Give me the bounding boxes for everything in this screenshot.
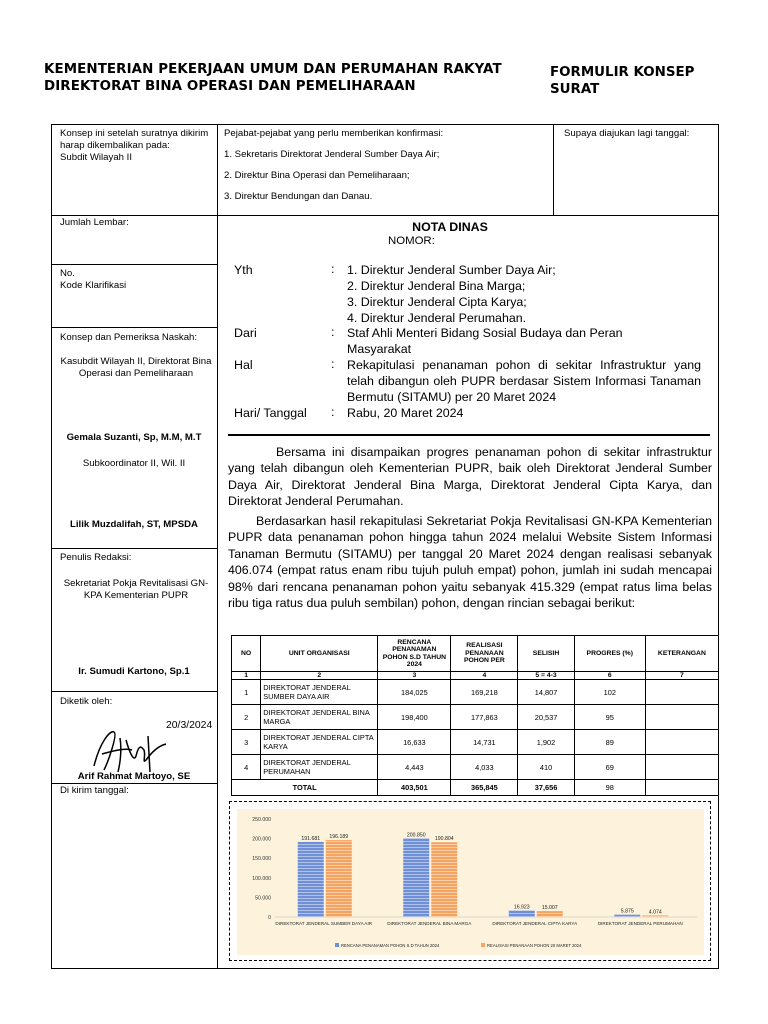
tanggal-value: Rabu, 20 Maret 2024	[347, 406, 464, 420]
sidebar-divider-2	[51, 327, 217, 328]
form-title-line-2: SURAT	[550, 82, 600, 97]
cell-realisasi: 4,033	[451, 755, 518, 780]
bar	[431, 842, 457, 917]
cell-unit: DIREKTORAT JENDERAL SUMBER DAYA AIR	[261, 680, 378, 705]
table-index-row	[232, 672, 719, 680]
table-row	[232, 705, 719, 730]
bar	[642, 915, 668, 917]
legend-swatch	[335, 943, 339, 947]
cell-no: 2	[232, 705, 261, 730]
cell-progres: 69	[574, 755, 645, 780]
y-tick-label: 100.000	[252, 875, 271, 882]
dari-value: Staf Ahli Menteri Bidang Sosial Budaya dan Peran Masyarakat	[347, 326, 623, 356]
cell-keterangan	[645, 705, 718, 730]
cell-realisasi: 14,731	[451, 730, 518, 755]
index-cell: 5 = 4-3	[518, 672, 574, 680]
legend-label: REALISASI PENANAAN POHON 20 MARET 2024	[487, 943, 582, 948]
cell-progres: 95	[574, 705, 645, 730]
top-right-divider	[553, 124, 554, 215]
top-row-divider	[51, 215, 719, 216]
ministry-line-2: DIREKTORAT BINA OPERASI DAN PEMELIHARAAN	[44, 79, 416, 94]
data-label: 190.804	[434, 836, 454, 843]
ministry-line-1: KEMENTERIAN PEKERJAAN UMUM DAN PERUMAHAN RAKYAT	[44, 62, 502, 77]
cell-unit: DIREKTORAT JENDERAL PERUMAHAN	[261, 755, 378, 780]
recap-table	[231, 635, 719, 796]
th-no: NO	[232, 636, 261, 672]
hal-colon: :	[331, 357, 335, 371]
dari-label: Dari	[234, 326, 257, 340]
data-label: 191.681	[301, 835, 321, 842]
index-cell: 4	[451, 672, 518, 680]
return-note-cell	[60, 128, 215, 164]
data-label: 200.850	[406, 832, 426, 839]
cell-progres: 102	[574, 680, 645, 705]
signer-role-2: Subkoordinator II, Wil. II	[82, 458, 186, 469]
x-tick-label: DIREKTORAT JENDERAL PERUMAHAN	[597, 921, 683, 926]
table-total-row	[232, 780, 719, 796]
form-title-line-1: FORMULIR KONSEP	[550, 65, 695, 80]
bar	[298, 842, 324, 917]
bar	[509, 910, 535, 917]
nota-dinas-title: NOTA DINAS	[412, 220, 488, 234]
bar	[326, 840, 352, 917]
bar	[614, 915, 640, 917]
sidebar-divider-4	[51, 691, 217, 692]
sidebar-divider-1	[51, 264, 217, 265]
cell-rencana: 4,443	[378, 755, 451, 780]
th-selisih: SELISIH	[518, 636, 574, 672]
hal-label: Hal	[234, 358, 253, 372]
bar	[403, 838, 429, 917]
y-tick-label: 50.000	[255, 895, 271, 902]
kasubdit-label: Kasubdit Wilayah II, Direktorat Bina Operasi dan Pemeliharaan	[60, 356, 212, 379]
legend-swatch	[481, 943, 485, 947]
yth-item: 3. Direktur Jenderal Cipta Karya;	[347, 295, 527, 309]
ministry-header	[44, 61, 544, 95]
cell-rencana: 198,400	[378, 705, 451, 730]
cell-unit: DIREKTORAT JENDERAL CIPTA KARYA	[261, 730, 378, 755]
paragraph-2: Berdasarkan hasil rekapitulasi Sekretariat Pokja Revitalisasi GN-KPA Kementerian PUPR data penanaman pohon hingga tahun 2024 melalui Website Sistem Informasi Tanaman Bermutu (SITAMU) per tanggal 20 Maret 2024 dengan realisasi sebanyak 406.074 (empat ratus enam ribu tujuh puluh empat) pohon, jumlah ini sudah mencapai 98% dari rencana penanaman pohon yaitu sebanyak 415.329 (empat ratus lima belas ribu tiga ratus dua puluh sembilan) pohon, dengan rincian sebagai berikut:	[228, 514, 712, 611]
penulis-label: Penulis Redaksi:	[60, 552, 132, 563]
index-cell: 7	[645, 672, 718, 680]
index-cell: 1	[232, 672, 261, 680]
total-label: TOTAL	[232, 780, 378, 796]
y-tick-label: 0	[268, 915, 271, 921]
legend-label: RENCANA PENANAMAN POHON S.D TAHUN 2024	[341, 943, 440, 948]
jumlah-lembar-label: Jumlah Lembar:	[60, 217, 129, 228]
yth-list	[347, 262, 701, 326]
signer-name-2: Lilik Muzdalifah, ST, MPSDA	[70, 519, 198, 530]
header-rule	[228, 434, 710, 436]
sidebar-divider-5	[51, 783, 217, 784]
confirm-title: Pejabat-pejabat yang perlu memberikan konfirmasi:	[224, 128, 444, 139]
yth-item: 1. Direktur Jenderal Sumber Daya Air;	[347, 263, 556, 277]
x-tick-label: DIREKTORAT JENDERAL SUMBER DAYA AIR	[275, 921, 373, 926]
no-label: No.	[60, 268, 75, 279]
cell-selisih: 14,807	[518, 680, 574, 705]
th-progres: PROGRES (%)	[574, 636, 645, 672]
data-label: 5.875	[620, 908, 634, 915]
cell-keterangan	[645, 755, 718, 780]
paragraph-1: Bersama ini disampaikan progres penanaman pohon di sekitar infrastruktur yang telah dibangun oleh Kementerian PUPR, baik oleh Direktorat Jenderal Sumber Daya Air, Direktorat Jenderal Bina Marga, Direktorat Jenderal Cipta Karya, dan Direktorat Jenderal Perumahan.	[228, 445, 712, 509]
confirm-cell	[224, 128, 549, 203]
th-realisasi: REALISASI PENANAAN POHON PER	[451, 636, 518, 672]
signer-name-1: Gemala Suzanti, Sp, M.M, M.T	[66, 432, 202, 443]
bar-chart	[237, 809, 704, 955]
data-label: 4.074	[648, 909, 662, 916]
cell-no: 3	[232, 730, 261, 755]
data-label: 196.189	[329, 834, 349, 841]
typed-date: 20/3/2024	[166, 720, 213, 731]
cell-rencana: 184,025	[378, 680, 451, 705]
table-row	[232, 755, 719, 780]
index-cell: 2	[261, 672, 378, 680]
cell-keterangan	[645, 680, 718, 705]
konsep-label: Konsep dan Pemeriksa Naskah:	[60, 332, 198, 343]
nomor-label: NOMOR:	[388, 235, 435, 247]
chart-background	[237, 809, 704, 955]
data-label: 15.007	[541, 905, 558, 912]
return-note: Konsep ini setelah suratnya dikirim harap dikembalikan pada:	[60, 128, 209, 151]
confirm-item: 1. Sekretaris Direktorat Jenderal Sumber Daya Air;	[224, 149, 440, 160]
cell-no: 4	[232, 755, 261, 780]
total-keterangan	[645, 780, 718, 796]
cell-selisih: 20,537	[518, 705, 574, 730]
data-label: 16.923	[513, 904, 530, 911]
total-progres: 98	[574, 780, 645, 796]
hal-value: Rekapitulasi penanaman pohon di sekitar Infrastruktur yang telah dibangun oleh PUPR berdasar Sistem Informasi Tanaman Bermutu (SITAMU) per 20 Maret 2024	[347, 358, 701, 404]
table-row	[232, 680, 719, 705]
yth-colon: :	[331, 262, 335, 276]
index-cell: 3	[378, 672, 451, 680]
dari-colon: :	[331, 325, 335, 339]
signer-name-4: Arif Rahmat Martoyo, SE	[77, 771, 191, 782]
return-to: Subdit Wilayah II	[60, 152, 132, 163]
signer-name-3: Ir. Sumudi Kartono, Sp.1	[78, 666, 190, 677]
total-realisasi: 365,845	[451, 780, 518, 796]
sidebar-divider-3	[51, 548, 217, 549]
diketik-label: Diketik oleh:	[60, 696, 113, 707]
y-tick-label: 200.000	[252, 836, 271, 843]
bar	[537, 911, 563, 917]
cell-keterangan	[645, 730, 718, 755]
x-tick-label: DIREKTORAT JENDERAL BINA MARGA	[387, 921, 472, 926]
cell-selisih: 1,902	[518, 730, 574, 755]
yth-label: Yth	[234, 263, 253, 277]
cell-rencana: 16,633	[378, 730, 451, 755]
cell-unit: DIREKTORAT JENDERAL BINA MARGA	[261, 705, 378, 730]
y-tick-label: 250.000	[252, 817, 271, 823]
sekretariat-label: Sekretariat Pokja Revitalisasi GN-KPA Kementerian PUPR	[63, 578, 209, 601]
tanggal-label: Hari/ Tanggal	[234, 406, 307, 420]
form-title	[550, 64, 740, 98]
signature-image	[86, 720, 176, 778]
confirm-item: 3. Direktur Bendungan dan Danau.	[224, 191, 373, 202]
y-tick-label: 150.000	[252, 856, 271, 863]
chart-container	[229, 801, 711, 961]
confirm-item: 2. Direktur Bina Operasi dan Pemeliharaan;	[224, 170, 410, 181]
cell-realisasi: 177,863	[451, 705, 518, 730]
x-tick-label: DIREKTORAT JENDERAL CIPTA KARYA	[492, 921, 578, 926]
th-rencana: RENCANA PENANAMAN POHON S.D TAHUN 2024	[378, 636, 451, 672]
cell-progres: 89	[574, 730, 645, 755]
index-cell: 6	[574, 672, 645, 680]
total-selisih: 37,656	[518, 780, 574, 796]
yth-item: 4. Direktur Jenderal Perumahan.	[347, 311, 527, 325]
yth-item: 2. Direktur Jenderal Bina Marga;	[347, 279, 526, 293]
cell-realisasi: 169,218	[451, 680, 518, 705]
th-unit: UNIT ORGANISASI	[261, 636, 378, 672]
kode-label: Kode Klarifikasi	[60, 280, 127, 291]
total-rencana: 403,501	[378, 780, 451, 796]
dikirim-label: Di kirim tanggal:	[60, 785, 129, 796]
sidebar-divider	[217, 124, 218, 969]
table-row	[232, 730, 719, 755]
tanggal-colon: :	[331, 405, 335, 419]
resubmit-label: Supaya diajukan lagi tanggal:	[564, 128, 690, 139]
cell-no: 1	[232, 680, 261, 705]
cell-selisih: 410	[518, 755, 574, 780]
table-header-row	[232, 636, 719, 672]
th-keterangan: KETERANGAN	[645, 636, 718, 672]
